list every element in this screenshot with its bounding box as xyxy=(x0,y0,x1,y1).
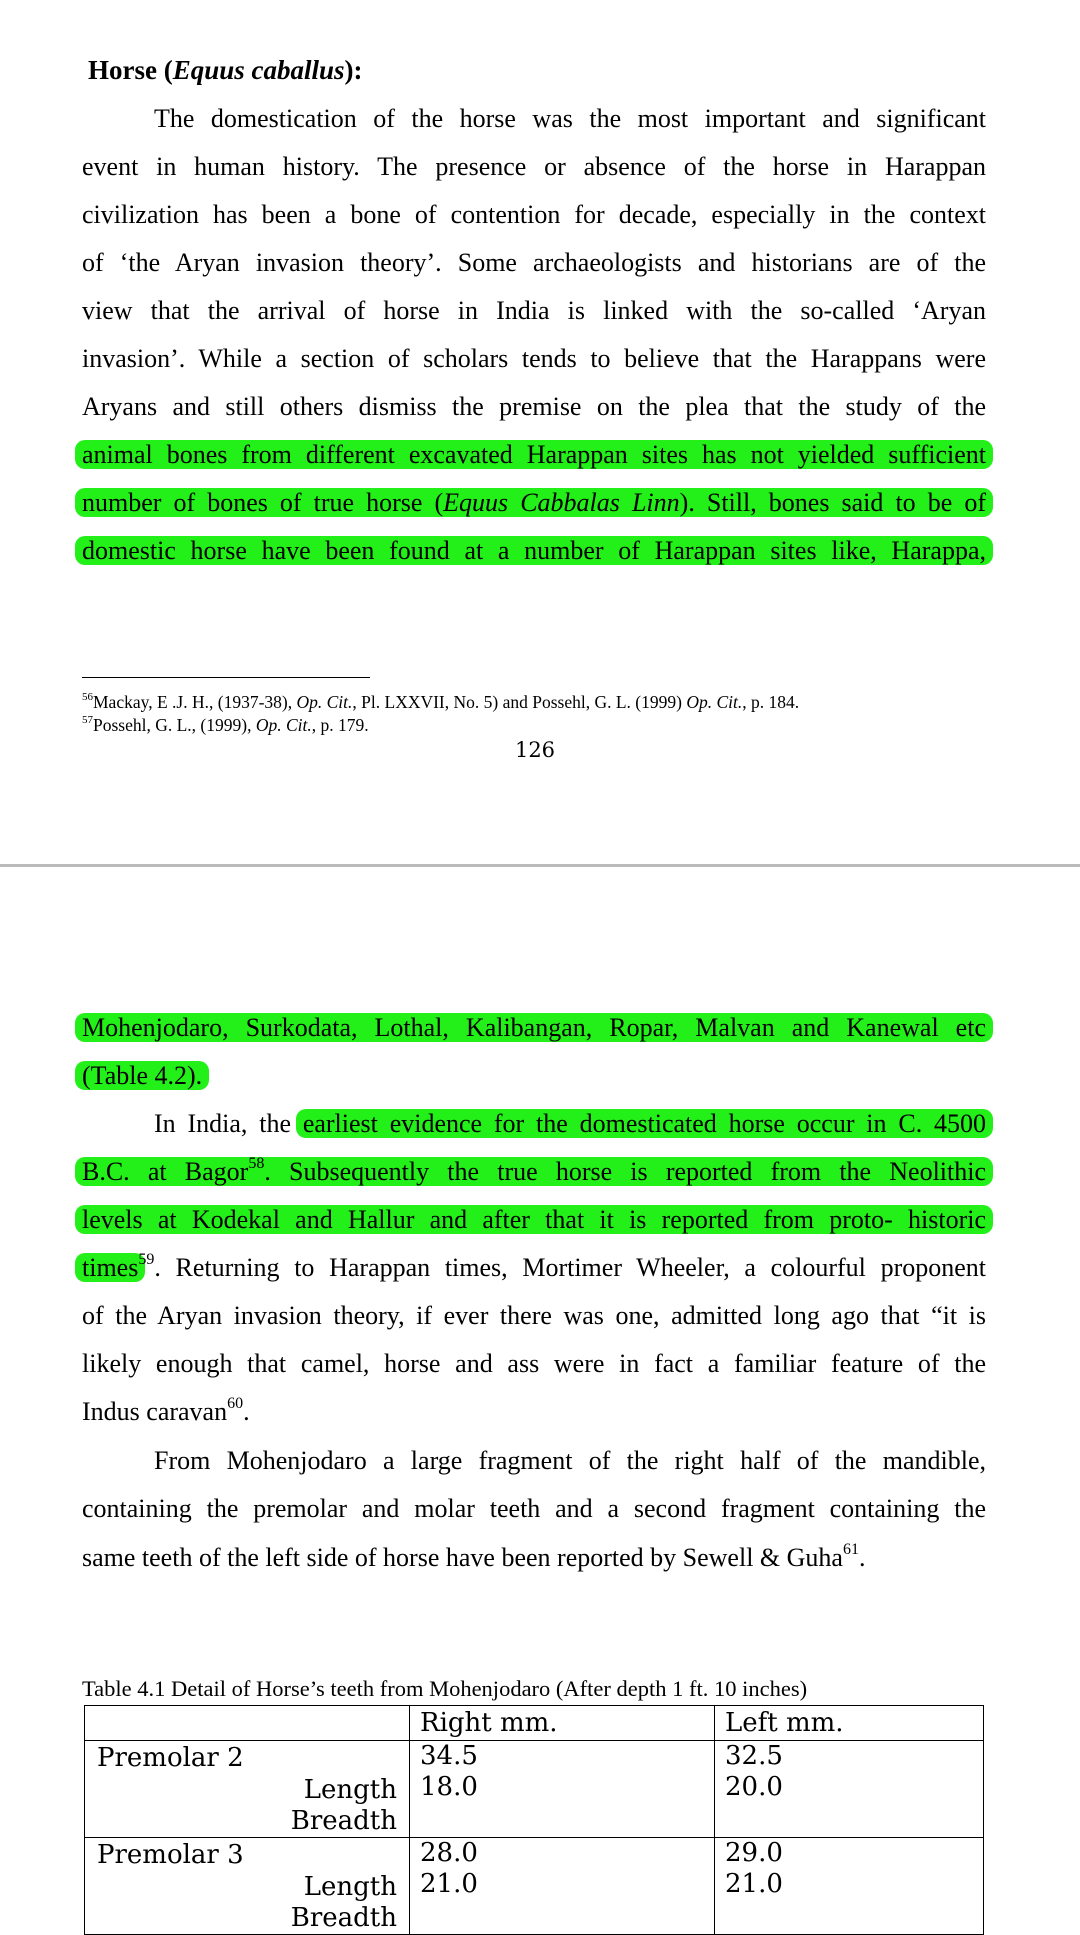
footnote-ref-59: 59 xyxy=(138,1251,155,1269)
text-line-highlighted xyxy=(82,527,986,575)
text-line-highlighted xyxy=(82,479,986,527)
text-line: From Mohenjodaro a large fragment of the right half of the mandible, xyxy=(154,1446,986,1475)
tooth-cell xyxy=(85,1741,410,1838)
table-row xyxy=(85,1741,984,1838)
highlight: B.C. at Bagor$^{58}$. Subsequently the true horse is reported from the Neolithic xyxy=(75,1157,993,1186)
highlight: domestic horse have been found at a number of Harappan sites like, Harappa, xyxy=(75,536,993,565)
right-values: 28.0 21.0 xyxy=(410,1838,715,1935)
table-header-row xyxy=(85,1706,984,1741)
right-values: 34.5 18.0 xyxy=(410,1741,715,1838)
footnote-57: $^{57}$Possehl, G. L., (1999), Op. Cit., p. 179. xyxy=(82,714,369,735)
text-line-highlighted xyxy=(82,1052,986,1100)
species-name: Equus caballus xyxy=(172,55,345,85)
text-line: event in human history. The presence or absence of the horse in Harappan xyxy=(82,152,986,181)
left-values: 32.5 20.0 xyxy=(715,1741,984,1838)
text-line: likely enough that camel, horse and ass were in fact a familiar feature of the xyxy=(82,1349,986,1378)
measure-labels: Length Breadth xyxy=(290,1872,397,1933)
text-line: In India, the earliest evidence for the domesticated horse occur in C. 4500 xyxy=(82,1100,986,1148)
tooth-name: Premolar 3 xyxy=(97,1840,244,1870)
table-header-cell xyxy=(85,1706,410,1741)
page-number: 126 xyxy=(514,738,556,762)
left-values: 29.0 21.0 xyxy=(715,1838,984,1935)
page-separator xyxy=(0,864,1080,867)
text-line: containing the premolar and molar teeth and a second fragment containing the xyxy=(82,1494,986,1523)
highlight: levels at Kodekal and Hallur and after that it is reported from proto- historic xyxy=(75,1205,993,1234)
text-line-highlighted xyxy=(82,1196,986,1244)
text-line: of ‘the Aryan invasion theory’. Some archaeologists and historians are of the xyxy=(82,248,986,277)
tooth-name: Premolar 2 xyxy=(97,1743,244,1773)
text-line: times$^{59}$. Returning to Harappan times, Mortimer Wheeler, a colourful proponent xyxy=(82,1244,986,1292)
table-caption: Table 4.1 Detail of Horse’s teeth from Mohenjodaro (After depth 1 ft. 10 inches) xyxy=(82,1676,808,1701)
footnote-ref-58: 58 xyxy=(248,1155,265,1173)
footnote-divider xyxy=(82,677,370,678)
highlight: (Table 4.2). xyxy=(75,1061,209,1090)
text-line: Indus caravan$^{60}$. xyxy=(82,1395,250,1426)
text-line: invasion’. While a section of scholars tends to believe that the Harappans were xyxy=(82,344,986,373)
horse-teeth-table xyxy=(84,1705,984,1935)
text-line: The domestication of the horse was the most important and significant xyxy=(154,104,986,133)
highlight: animal bones from different excavated Harappan sites has not yielded sufficient xyxy=(75,440,993,469)
table-header-cell: Right mm. xyxy=(410,1706,715,1741)
text-line-highlighted xyxy=(82,1004,986,1052)
text-line: of the Aryan invasion theory, if ever there was one, admitted long ago that “it is xyxy=(82,1301,986,1330)
highlight: earliest evidence for the domesticated horse occur in C. 4500 xyxy=(296,1109,993,1138)
text-line: view that the arrival of horse in India is linked with the so-called ‘Aryan xyxy=(82,296,986,325)
footnote-56: $^{56}$Mackay, E .J. H., (1937-38), Op. Cit., Pl. LXXVII, No. 5) and Possehl, G. L. (1999) Op. Cit., p. 184. xyxy=(82,691,800,712)
text-line: Aryans and still others dismiss the premise on the plea that the study of the xyxy=(82,392,986,421)
measure-labels: Length Breadth xyxy=(290,1775,397,1836)
section-heading: Horse (Equus caballus): xyxy=(88,55,363,85)
text-line: same teeth of the left side of horse have been reported by Sewell & Guha$^{61}$. xyxy=(82,1541,866,1572)
footnote-ref-61: 61 xyxy=(842,1541,859,1559)
text-line-highlighted xyxy=(82,431,986,479)
text-line: civilization has been a bone of contention for decade, especially in the context xyxy=(82,200,986,229)
highlight: times xyxy=(75,1253,145,1282)
highlight: Mohenjodaro, Surkodata, Lothal, Kalibangan, Ropar, Malvan and Kanewal etc xyxy=(75,1013,993,1042)
footnote-ref-60: 60 xyxy=(227,1395,244,1413)
table-header-cell: Left mm. xyxy=(715,1706,984,1741)
text-line-highlighted xyxy=(82,1148,986,1196)
highlight: number of bones of true horse (Equus Cabbalas Linn). Still, bones said to be of xyxy=(75,488,993,517)
